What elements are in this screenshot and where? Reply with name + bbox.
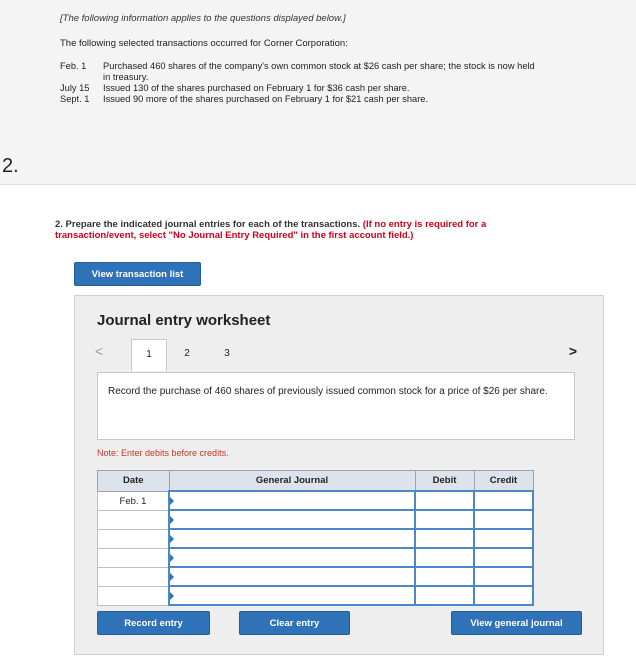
date-value (98, 519, 168, 521)
question-number: 2. (2, 155, 19, 177)
intro-note: [The following information applies to the questions displayed below.] (60, 13, 346, 24)
debit-input[interactable] (416, 568, 473, 585)
tab-3[interactable]: 3 (224, 348, 230, 359)
intro-text: The following selected transactions occurred for Corner Corporation: (60, 38, 348, 49)
account-cell[interactable] (169, 510, 415, 529)
date-column-header: Date (98, 471, 170, 492)
debit-cell[interactable] (415, 548, 474, 567)
transaction-description: Issued 90 more of the shares purchased on February 1 for $21 cash per share. (103, 94, 429, 104)
table-header-row (98, 471, 534, 492)
debit-input[interactable] (416, 549, 473, 566)
journal-entry-worksheet (74, 295, 604, 655)
credit-input[interactable] (475, 511, 532, 528)
question-instruction (55, 219, 525, 241)
credit-input[interactable] (475, 549, 532, 566)
transaction-date: Sept. 1 (60, 94, 90, 104)
date-cell[interactable] (98, 529, 170, 548)
tab-1[interactable]: 1 (131, 339, 167, 371)
table-row (98, 586, 534, 605)
date-value: Feb. 1 (119, 496, 147, 507)
account-input[interactable] (170, 568, 414, 585)
date-value (98, 557, 168, 559)
debit-input[interactable] (416, 530, 473, 547)
chevron-left-icon[interactable]: < (95, 343, 104, 359)
table-row (98, 510, 534, 529)
account-input[interactable] (170, 549, 414, 566)
credit-cell[interactable] (474, 491, 533, 510)
transaction-info-panel (0, 0, 636, 185)
credit-column-header: Credit (474, 471, 533, 492)
table-row (98, 548, 534, 567)
table-row (98, 491, 534, 510)
transaction-date: Feb. 1 (60, 61, 87, 71)
date-cell[interactable] (98, 491, 170, 510)
credit-input[interactable] (475, 492, 532, 509)
transaction-prompt: Record the purchase of 460 shares of previously issued common stock for a price of $26 per share. (97, 372, 575, 440)
date-cell[interactable] (98, 567, 170, 586)
credit-cell[interactable] (474, 529, 533, 548)
account-cell[interactable] (169, 529, 415, 548)
credit-cell[interactable] (474, 567, 533, 586)
debit-input[interactable] (416, 492, 473, 509)
general-journal-column-header: General Journal (169, 471, 415, 492)
debit-cell[interactable] (415, 529, 474, 548)
credit-input[interactable] (475, 587, 532, 604)
table-row (98, 567, 534, 586)
debits-credits-note: Note: Enter debits before credits. (97, 448, 229, 458)
transaction-description: Issued 130 of the shares purchased on February 1 for $36 cash per share. (103, 83, 410, 93)
view-general-journal-button[interactable]: View general journal (451, 611, 582, 635)
account-cell[interactable] (169, 586, 415, 605)
debit-input[interactable] (416, 587, 473, 604)
transaction-date: July 15 (60, 83, 90, 93)
debit-cell[interactable] (415, 567, 474, 586)
date-value (98, 595, 168, 597)
transaction-item (60, 94, 580, 105)
credit-cell[interactable] (474, 510, 533, 529)
dropdown-caret-icon (170, 516, 174, 524)
debit-cell[interactable] (415, 510, 474, 529)
view-transaction-list-button[interactable]: View transaction list (74, 262, 201, 286)
debit-cell[interactable] (415, 491, 474, 510)
dropdown-caret-icon (170, 554, 174, 562)
credit-cell[interactable] (474, 548, 533, 567)
clear-entry-button[interactable]: Clear entry (239, 611, 350, 635)
instruction-text: 2. Prepare the indicated journal entries for each of the transactions. (55, 219, 361, 230)
account-cell[interactable] (169, 491, 415, 510)
account-input[interactable] (170, 492, 414, 509)
date-value (98, 538, 168, 540)
account-input[interactable] (170, 511, 414, 528)
credit-cell[interactable] (474, 586, 533, 605)
date-cell[interactable] (98, 510, 170, 529)
transaction-description: Purchased 460 shares of the company's own common stock at $26 cash per share; the stock is now held in treasury. (103, 61, 535, 82)
table-row (98, 529, 534, 548)
transaction-list (60, 61, 580, 105)
debit-column-header: Debit (415, 471, 474, 492)
journal-entry-table (97, 470, 534, 606)
debit-input[interactable] (416, 511, 473, 528)
tab-2[interactable]: 2 (184, 348, 190, 359)
credit-input[interactable] (475, 568, 532, 585)
credit-input[interactable] (475, 530, 532, 547)
account-cell[interactable] (169, 548, 415, 567)
dropdown-caret-icon (170, 497, 174, 505)
debit-cell[interactable] (415, 586, 474, 605)
dropdown-caret-icon (170, 535, 174, 543)
date-cell[interactable] (98, 586, 170, 605)
dropdown-caret-icon (170, 592, 174, 600)
transaction-item (60, 83, 580, 94)
worksheet-title: Journal entry worksheet (97, 312, 271, 329)
date-value (98, 576, 168, 578)
date-cell[interactable] (98, 548, 170, 567)
account-cell[interactable] (169, 567, 415, 586)
record-entry-button[interactable]: Record entry (97, 611, 210, 635)
account-input[interactable] (170, 587, 414, 604)
instruction-warning: (If no entry is required for a transaction/event, select "No Journal Entry Required" in the first account field.) (55, 219, 487, 241)
dropdown-caret-icon (170, 573, 174, 581)
chevron-right-icon[interactable]: > (568, 343, 577, 359)
transaction-item (60, 61, 580, 83)
account-input[interactable] (170, 530, 414, 547)
